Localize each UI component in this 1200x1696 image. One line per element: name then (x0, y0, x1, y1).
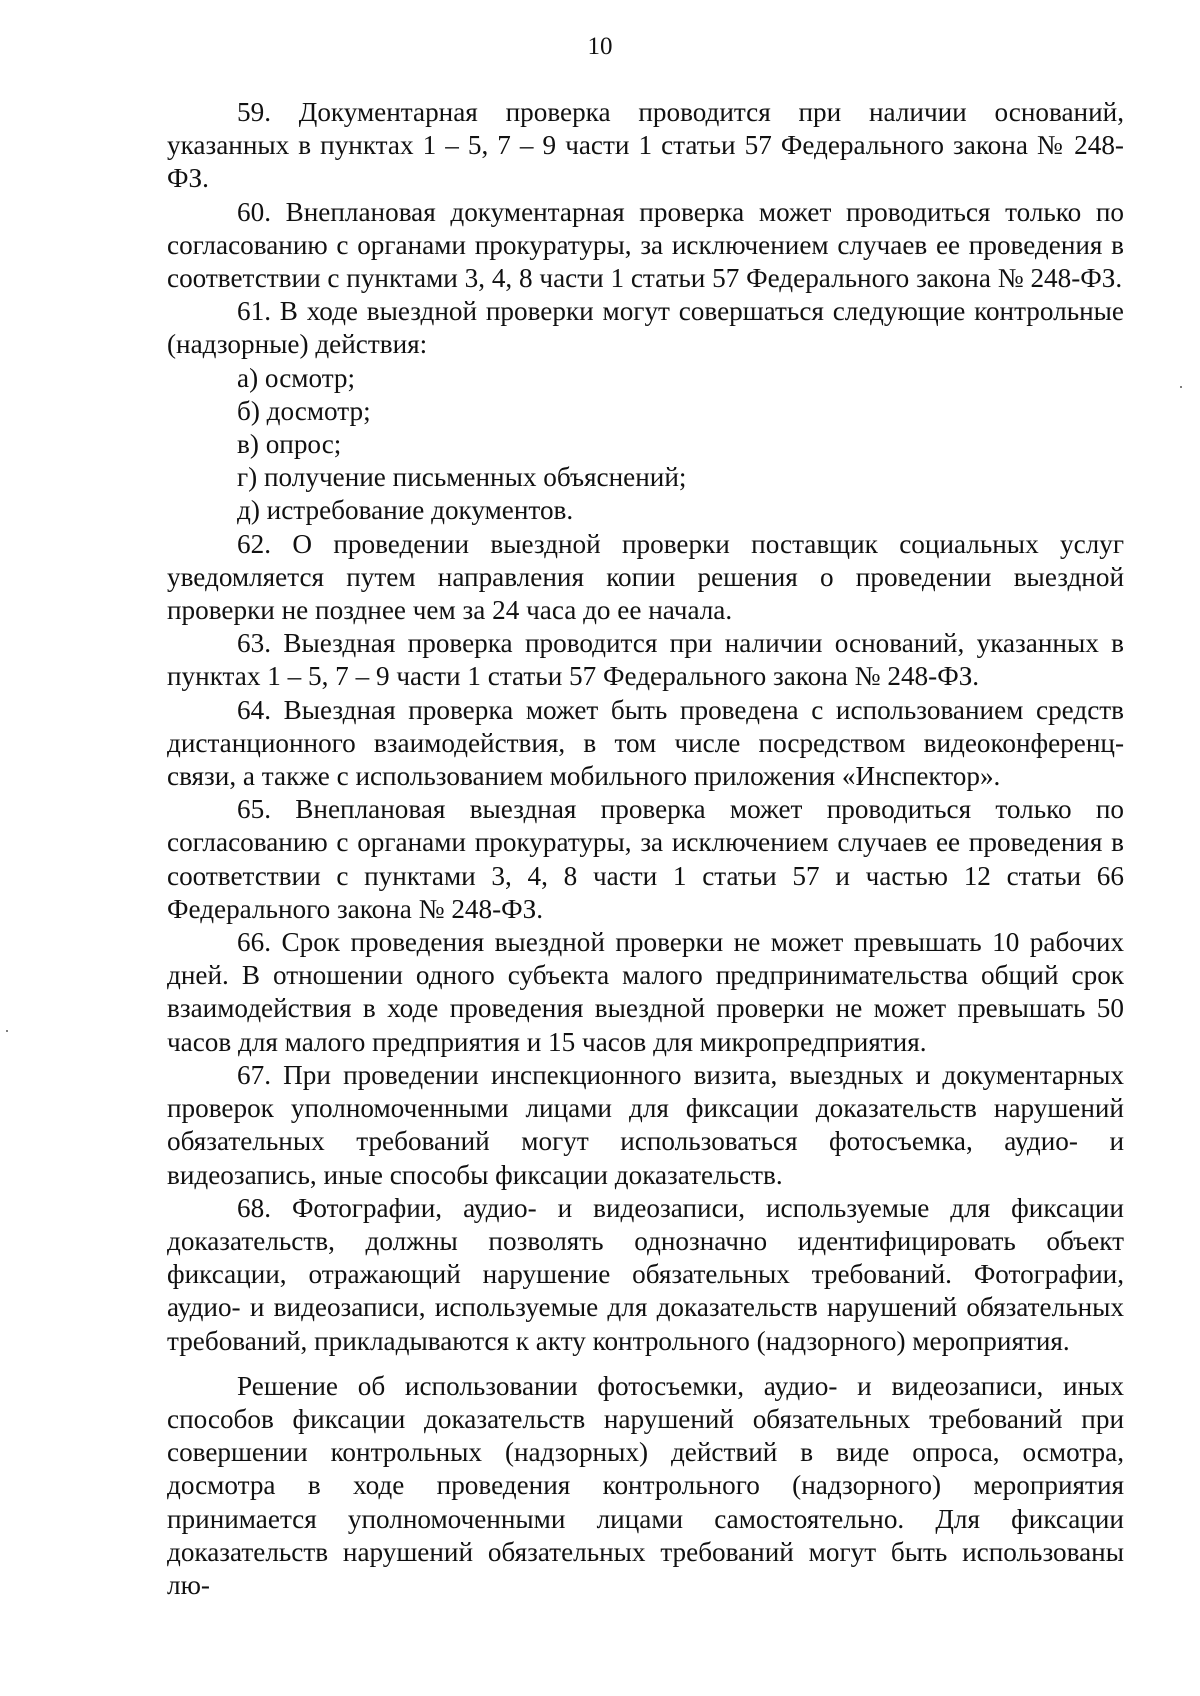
actions-list (167, 362, 1124, 528)
list-item: д) истребование документов. (237, 495, 574, 526)
scan-speck (6, 1030, 8, 1032)
paragraph-64: 64. Выездная проверка может быть проведена с использованием средств дистанционного взаимодействия, в том числе посредством видеоконференц-связи, а также с использованием мобильного приложения «Инспектор». (167, 694, 1124, 792)
paragraph-60: 60. Внеплановая документарная проверка может проводиться только по согласованию с органами прокуратуры, за исключением случаев ее проведения в соответствии с пунктами 3, 4, 8 части 1 статьи 57 Федерального закона № 248-ФЗ. (167, 196, 1124, 294)
paragraph-62: 62. О проведении выездной проверки поставщик социальных услуг уведомляется путем направления копии решения о проведении выездной проверки не позднее чем за 24 часа до ее начала. (167, 528, 1124, 626)
paragraph-61: 61. В ходе выездной проверки могут совершаться следующие контрольные (надзорные) действия: (167, 296, 1124, 360)
document-body (167, 96, 1124, 1602)
closing-paragraph: Решение об использовании фотосъемки, аудио- и видеозаписи, иных способов фиксации доказательств нарушений обязательных требований при совершении контрольных (надзорных) действий в виде опроса, осмотра, досмотра в ходе проведения контрольного (надзорного) мероприятия принимается уполномоченными лицами самостоятельно. Для фиксации доказательств нарушений обязательных требований могут быть использованы лю- (167, 1370, 1124, 1600)
paragraph-66: 66. Срок проведения выездной проверки не может превышать 10 рабочих дней. В отношении одного субъекта малого предпринимательства общий срок взаимодействия в ходе проведения выездной проверки не может превышать 50 часов для малого предприятия и 15 часов для микропредприятия. (167, 927, 1124, 1057)
scan-speck (1180, 386, 1182, 388)
paragraph-67: 67. При проведении инспекционного визита, выездных и документарных проверок уполномоченными лицами для фиксации доказательств нарушений обязательных требований могут использоваться фотосъемка, аудио- и видеозапись, иные способы фиксации доказательств. (167, 1059, 1124, 1190)
page-number: 10 (587, 33, 613, 60)
paragraph-59: 59. Документарная проверка проводится при наличии оснований, указанных в пунктах 1 – 5, 7 – 9 части 1 статьи 57 Федерального закона № 248-ФЗ. (167, 97, 1124, 194)
list-item: в) опрос; (237, 429, 342, 460)
paragraph-63: 63. Выездная проверка проводится при наличии оснований, указанных в пунктах 1 – 5, 7 – 9 части 1 статьи 57 Федерального закона № 248-ФЗ. (167, 628, 1124, 692)
paragraph-65: 65. Внеплановая выездная проверка может проводиться только по согласованию с органами прокуратуры, за исключением случаев ее проведения в соответствии с пунктами 3, 4, 8 части 1 статьи 57 и частью 12 статьи 66 Федерального закона № 248-ФЗ. (167, 794, 1124, 924)
paragraph-68: 68. Фотографии, аудио- и видеозаписи, используемые для фиксации доказательств, должны позволять однозначно идентифицировать объект фиксации, отражающий нарушение обязательных требований. Фотографии, аудио- и видеозаписи, используемые для доказательств нарушений обязательных требований, прикладываются к акту контрольного (надзорного) мероприятия. (167, 1192, 1124, 1356)
list-item: а) осмотр; (237, 362, 356, 393)
list-item: б) досмотр; (237, 395, 371, 426)
list-item: г) получение письменных объяснений; (237, 462, 687, 493)
paragraph-gap (167, 1358, 1124, 1370)
